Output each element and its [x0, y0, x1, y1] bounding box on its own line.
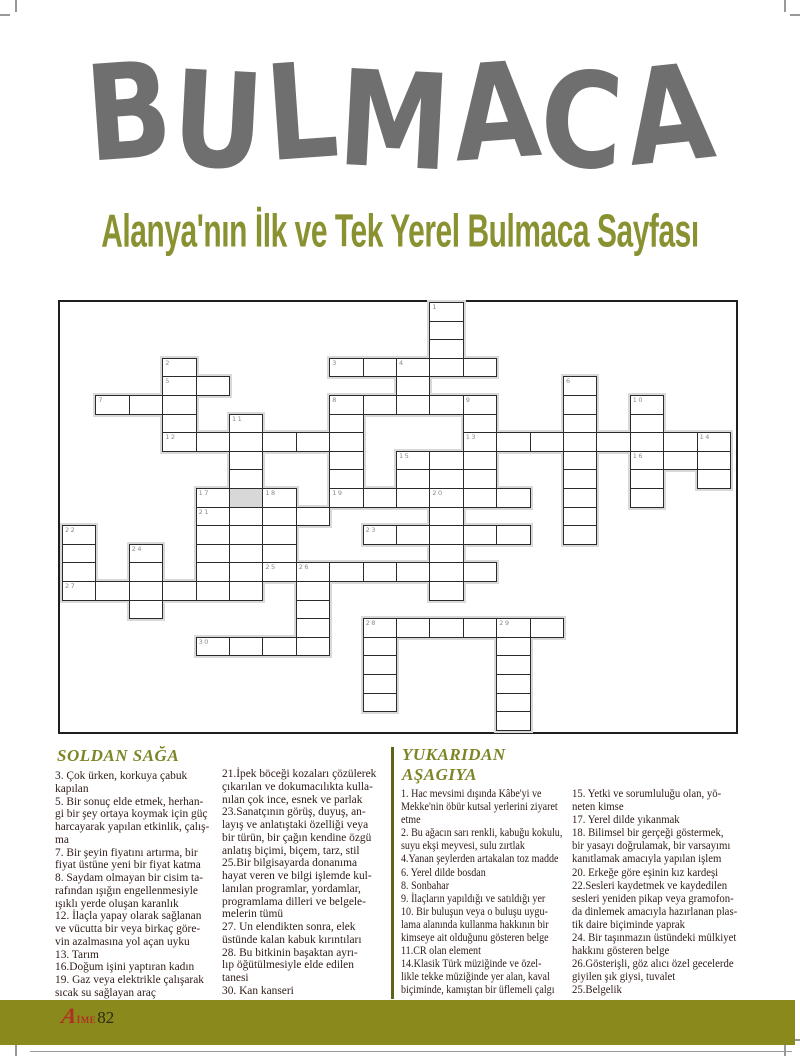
grid-cell — [363, 395, 397, 415]
grid-cell — [463, 525, 497, 545]
grid-cell — [296, 507, 330, 527]
grid-cell — [563, 525, 597, 545]
cell-number: 16 — [632, 451, 645, 460]
grid-cell — [563, 376, 597, 396]
clue-line: neten kimse — [572, 801, 624, 814]
clue-line: 10. Bir buluşun veya o buluşu uygu- — [401, 905, 548, 918]
grid-cell — [463, 395, 497, 415]
clue-line: 22.Sesleri kaydetmek ve kaydedilen — [572, 879, 728, 892]
clue-line: 7. Bir şeyin fiyatını artırma, bir — [55, 846, 198, 859]
grid-cell — [329, 432, 363, 452]
grid-cell — [429, 321, 463, 341]
grid-cell — [129, 562, 163, 582]
grid-cell — [329, 414, 363, 434]
grid-cell — [563, 414, 597, 434]
grid-cell — [162, 376, 196, 396]
cell-number: 22 — [65, 526, 77, 535]
grid-cell — [563, 469, 597, 489]
grid-cell — [697, 432, 731, 452]
clue-line: sıcak su sağlayan araç — [55, 986, 156, 999]
clue-line: hayat veren ve bilgi işlemde kul- — [222, 870, 372, 882]
grid-cell — [262, 488, 296, 508]
page-title — [0, 33, 800, 202]
clue-line: sesleri yeniden pikap veya gramofon- — [572, 892, 734, 905]
grid-cell — [663, 451, 697, 471]
clue-line: 6. Yerel dilde bosdan — [401, 866, 486, 879]
grid-cell — [496, 488, 530, 508]
grid-cell — [296, 581, 330, 601]
cell-number: 29 — [499, 619, 511, 628]
clue-line: 21.İpek böceği kozaları çözülerek — [222, 768, 377, 780]
title-letter: A — [447, 33, 547, 193]
grid-cell — [329, 358, 363, 378]
clue-line: programlama dilleri ve belgele- — [222, 895, 366, 908]
grid-cell — [563, 488, 597, 508]
clue-line: ve vücutta bir veya birkaç göre- — [55, 923, 201, 935]
grid-cell — [463, 414, 497, 434]
cell-number: 8 — [332, 396, 338, 404]
cell-number: 18 — [265, 489, 277, 497]
grid-cell — [162, 358, 196, 378]
grid-cell — [429, 395, 463, 415]
cell-number: 21 — [198, 507, 210, 516]
grid-cell — [663, 432, 697, 452]
grid-cell — [262, 637, 296, 657]
section-divider — [391, 747, 394, 999]
grid-cell — [530, 432, 564, 452]
grid-cell — [429, 525, 463, 545]
clue-line: lama alanında kullanma hakkının bir — [401, 918, 549, 931]
clue-line: 30. Kan kanseri — [222, 984, 294, 997]
cell-number: 23 — [365, 526, 377, 535]
cell-number: 12 — [165, 433, 177, 442]
clue-line: suyu ekşi meyvesi, sulu zırtlak — [401, 840, 525, 853]
clue-line: çıkarılan ve dokumacılıkta kulla- — [222, 780, 373, 793]
grid-cell — [162, 414, 196, 434]
grid-cell — [329, 451, 363, 471]
clue-line: harcayarak yapılan etkinlik, çalış- — [55, 821, 210, 833]
clue-line: kapılan — [55, 782, 89, 795]
clue-line: etme — [401, 814, 421, 827]
grid-cell — [429, 581, 463, 601]
grid-cell — [296, 432, 330, 452]
grid-cell — [196, 376, 230, 396]
clue-line: 12. İlaçla yapay olarak sağlanan — [55, 910, 202, 923]
grid-cell — [630, 414, 664, 434]
grid-cell — [563, 451, 597, 471]
cell-number: 19 — [332, 489, 344, 497]
grid-cell — [363, 637, 397, 657]
grid-cell — [463, 451, 497, 471]
clue-line: 11.CR olan element — [401, 945, 481, 958]
title-letter: C — [537, 43, 630, 201]
clue-line: 23.Sanatçının görüş, duyuş, an- — [222, 806, 366, 819]
cell-number: 1 — [432, 303, 439, 311]
title-letter: U — [168, 42, 270, 201]
logo-letter-a: A — [59, 1003, 79, 1028]
grid-cell — [129, 544, 163, 564]
logo-text: İME — [76, 1015, 97, 1025]
grid-cell — [496, 618, 530, 638]
grid-cell — [630, 488, 664, 508]
grid-cell — [396, 451, 430, 471]
grid-cell — [296, 637, 330, 657]
grid-cell — [630, 469, 664, 489]
clue-line: 17. Yerel dilde yıkanmak — [572, 814, 680, 827]
grid-cell — [463, 618, 497, 638]
crop-mark-bottom-right-v — [784, 1044, 786, 1056]
grid-cell — [563, 432, 597, 452]
crop-mark-bottom-left-v — [15, 1044, 17, 1056]
clue-line: tanesi — [222, 972, 249, 984]
clue-line: 14.Klasik Türk müziğinde ve özel- — [401, 958, 542, 971]
cell-number: 4 — [399, 358, 405, 367]
clue-line: gi bir şey ortaya koymak için güç — [55, 808, 208, 821]
grid-cell — [129, 600, 163, 620]
grid-cell — [229, 562, 263, 582]
cell-number: 2 — [165, 358, 171, 367]
clue-line: 27. Un elendikten sonra, elek — [222, 921, 356, 933]
grid-cell — [196, 488, 230, 508]
grid-cell — [363, 488, 397, 508]
clue-line: kimseye ait olduğunu gösteren belge — [401, 932, 549, 945]
cell-number: 30 — [198, 637, 210, 646]
grid-cell — [396, 618, 430, 638]
grid-cell — [530, 618, 564, 638]
clue-line: ışıklı yerde oluşan karanlık — [55, 897, 179, 910]
grid-cell — [363, 562, 397, 582]
cell-number: 17 — [198, 489, 210, 497]
footer-band — [0, 1000, 795, 1045]
grid-cell — [262, 525, 296, 545]
grid-cell — [563, 507, 597, 527]
grid-cell — [496, 693, 530, 713]
grid-cell — [229, 581, 263, 601]
cell-number: 14 — [699, 433, 711, 442]
clue-column-down-1 — [401, 788, 572, 998]
clue-line: 5. Bir sonuç elde etmek, herhan- — [55, 795, 204, 808]
cell-number: 25 — [265, 563, 277, 572]
grid-cell — [196, 507, 230, 527]
grid-cell — [62, 544, 96, 564]
clue-line: giyilen şık giysi, tuvalet — [572, 971, 676, 984]
clue-line: layış ve anlatıştaki özelliği veya — [222, 819, 369, 831]
grid-cell — [496, 711, 530, 731]
grid-cell — [196, 562, 230, 582]
grid-cell — [429, 562, 463, 582]
clue-line: bir yasayı doğrulamak, bir varsayımı — [572, 840, 731, 853]
grid-cell — [229, 507, 263, 527]
grid-cell — [429, 469, 463, 489]
cell-number: 7 — [98, 396, 105, 404]
magazine-logo — [59, 1003, 115, 1029]
grid-cell — [129, 581, 163, 601]
clue-line: Mekke'nin öbür kutsal yerlerini ziyaret — [401, 801, 558, 814]
grid-cell — [262, 544, 296, 564]
grid-cell — [697, 469, 731, 489]
clue-line: 2. Bu ağacın sarı renkli, kabuğu kokulu, — [401, 827, 563, 840]
grid-cell — [363, 674, 397, 694]
grid-cell — [429, 339, 463, 359]
grid-cell — [229, 414, 263, 434]
cell-number: 10 — [632, 396, 645, 404]
grid-cell — [596, 432, 630, 452]
clue-line: 24. Bir taşınmazın üstündeki mülkiyet — [572, 932, 737, 945]
title-letter: B — [80, 33, 179, 193]
grid-cell — [463, 432, 497, 452]
across-header: SOLDAN SAĞA — [57, 746, 180, 765]
grid-cell — [363, 525, 397, 545]
grid-cell — [463, 488, 497, 508]
grid-cell — [229, 432, 263, 452]
grid-cell — [496, 674, 530, 694]
grid-cell — [496, 637, 530, 657]
grid-cell — [630, 395, 664, 415]
grid-cell — [196, 525, 230, 545]
clue-line: 9. İlaçların yapıldığı ve satıldığı yer — [401, 892, 546, 905]
clue-line: nılan çok ince, esnek ve parlak — [222, 793, 363, 806]
clue-line: 20. Erkeğe göre eşinin kız kardeşi — [572, 866, 719, 879]
cell-number: 27 — [65, 582, 77, 590]
grid-cell — [262, 507, 296, 527]
grid-cell — [329, 562, 363, 582]
grid-cell — [697, 451, 731, 471]
grid-cell — [396, 469, 430, 489]
clue-line: 18. Bilimsel bir gerçeği göstermek, — [572, 827, 724, 840]
grid-cell — [229, 451, 263, 471]
grid-cell — [129, 395, 163, 415]
cell-number: 9 — [465, 396, 472, 404]
grid-cell — [630, 432, 664, 452]
title-letter: M — [334, 42, 457, 202]
clue-line: likle tekke müziğinde yer alan, kaval — [401, 971, 550, 984]
grid-cell — [229, 544, 263, 564]
grid-cell — [229, 525, 263, 545]
grid-cell — [196, 581, 230, 601]
clue-line: rafından ışığın engellenmesiyle — [55, 884, 198, 897]
grid-cell — [496, 432, 530, 452]
grid-cell — [396, 525, 430, 545]
grid-cell — [329, 469, 363, 489]
grid-cell — [296, 600, 330, 620]
grid-cell — [429, 507, 463, 527]
clue-line: kanıtlamak amacıyla yapılan işlem — [572, 853, 722, 866]
cell-number: 24 — [131, 544, 144, 553]
cell-number: 3 — [332, 358, 338, 367]
grid-cell — [496, 525, 530, 545]
grid-cell — [396, 376, 430, 396]
cell-number: 11 — [232, 414, 244, 423]
down-header — [402, 745, 506, 785]
crop-mark-top-left-v — [15, 0, 17, 12]
clue-column-down-2 — [572, 788, 764, 998]
clue-line: 19. Gaz veya elektrikle çalışarak — [55, 974, 204, 986]
clue-line: 8. Saydam olmayan bir cisim ta- — [55, 872, 204, 884]
clue-column-across-1 — [55, 770, 220, 1000]
clue-line: fiyat üstüne yeni bir fiyat katma — [55, 859, 201, 872]
grid-cell — [363, 693, 397, 713]
clue-line: tik daire biçiminde yaprak — [572, 918, 686, 931]
grid-cell — [396, 562, 430, 582]
cell-number: 26 — [298, 563, 311, 572]
clue-line: bir türün, bir çağın kendine özgü — [222, 831, 372, 844]
cell-number: 28 — [365, 619, 377, 628]
clue-line: melerin tümü — [222, 908, 284, 921]
clue-line: 25.Bir bilgisayarda donanıma — [222, 857, 358, 870]
clue-line: 8. Sonbahar — [401, 879, 450, 892]
grid-cell — [396, 395, 430, 415]
crop-mark-top-left-h — [0, 14, 10, 16]
grid-cell — [396, 358, 430, 378]
clue-line: vin azalmasına yol açan uyku — [55, 935, 190, 948]
grid-cell — [62, 525, 96, 545]
crop-mark-top-right-v — [784, 0, 786, 12]
down-header-line2: AŞAGIYA — [402, 765, 477, 784]
grid-cell — [262, 562, 296, 582]
grid-cell — [229, 637, 263, 657]
grid-cell — [563, 395, 597, 415]
cell-number: 6 — [566, 377, 572, 386]
clue-line: biçiminde, kamıştan bir üflemeli çalgı — [401, 984, 555, 997]
grid-cell — [162, 432, 196, 452]
crossword-grid — [58, 300, 738, 734]
grid-cell — [196, 432, 230, 452]
clue-line: üstünde kalan kabuk kırıntıları — [222, 933, 362, 946]
title-letter: A — [618, 34, 723, 197]
cell-number: 5 — [165, 377, 171, 386]
clue-line: hakkını gösteren belge — [572, 945, 670, 958]
grid-cell — [329, 395, 363, 415]
clue-line: lıp öğütülmesiyle elde edilen — [222, 959, 354, 972]
grid-cell — [429, 302, 463, 322]
grid-cell — [162, 395, 196, 415]
grid-cell — [262, 432, 296, 452]
grid-cell — [196, 544, 230, 564]
grid-cell — [95, 395, 129, 415]
clue-line: 3. Çok ürken, korkuya çabuk — [55, 770, 188, 782]
grid-cell — [363, 618, 397, 638]
title-letter: L — [260, 33, 345, 192]
clue-line: anlatış biçimi, biçem, tarz, stil — [222, 844, 360, 857]
grid-cell — [463, 469, 497, 489]
grid-cell — [429, 618, 463, 638]
clue-line: 15. Yetki ve sorumluluğu olan, yö- — [572, 788, 722, 800]
grid-cell — [329, 488, 363, 508]
clue-column-across-2 — [222, 768, 390, 998]
page-subtitle: Alanya'nın İlk ve Tek Yerel Bulmaca Sayfası — [101, 206, 699, 258]
down-header-line1: YUKARIDAN — [402, 745, 506, 764]
grid-cell — [496, 655, 530, 675]
grid-cell — [196, 637, 230, 657]
grid-cell — [363, 655, 397, 675]
grid-cell — [429, 488, 463, 508]
grid-cell — [463, 562, 497, 582]
cell-number: 15 — [399, 451, 411, 460]
cell-number: 13 — [465, 433, 478, 442]
clue-line: 16.Doğum işini yaptıran kadın — [55, 961, 195, 974]
clue-line: 1. Hac mevsimi dışında Kâbe'yi ve — [401, 788, 542, 800]
grid-cell — [429, 358, 463, 378]
grid-cell — [62, 562, 96, 582]
clue-line: 13. Tarım — [55, 948, 99, 961]
grid-cell — [296, 618, 330, 638]
clue-line: ma — [55, 833, 69, 846]
grid-cell — [296, 562, 330, 582]
grid-cell — [95, 581, 129, 601]
cell-number: 20 — [432, 489, 444, 497]
grid-cell — [229, 469, 263, 489]
bottom-page-edge-line — [30, 1051, 792, 1052]
grid-cell — [162, 581, 196, 601]
crop-mark-top-right-h — [790, 14, 800, 16]
grid-cell — [396, 488, 430, 508]
grid-cell — [229, 488, 263, 508]
grid-cell — [62, 581, 96, 601]
clue-line: 26.Gösterişli, göz alıcı özel gecelerde — [572, 958, 734, 971]
clue-line: da dinlemek amacıyla hazırlanan plas- — [572, 905, 738, 918]
clue-line: 25.Belgelik — [572, 984, 622, 997]
clue-line: 28. Bu bitkinin başaktan ayrı- — [222, 946, 358, 959]
grid-cell — [463, 358, 497, 378]
grid-cell — [630, 451, 664, 471]
grid-cell — [363, 358, 397, 378]
grid-cell — [429, 451, 463, 471]
logo-number: 82 — [97, 1008, 115, 1027]
clue-line: lanılan programlar, yordamlar, — [222, 882, 361, 895]
grid-cell — [429, 544, 463, 564]
clue-line: 4.Yanan şeylerden artakalan toz madde — [401, 853, 559, 866]
